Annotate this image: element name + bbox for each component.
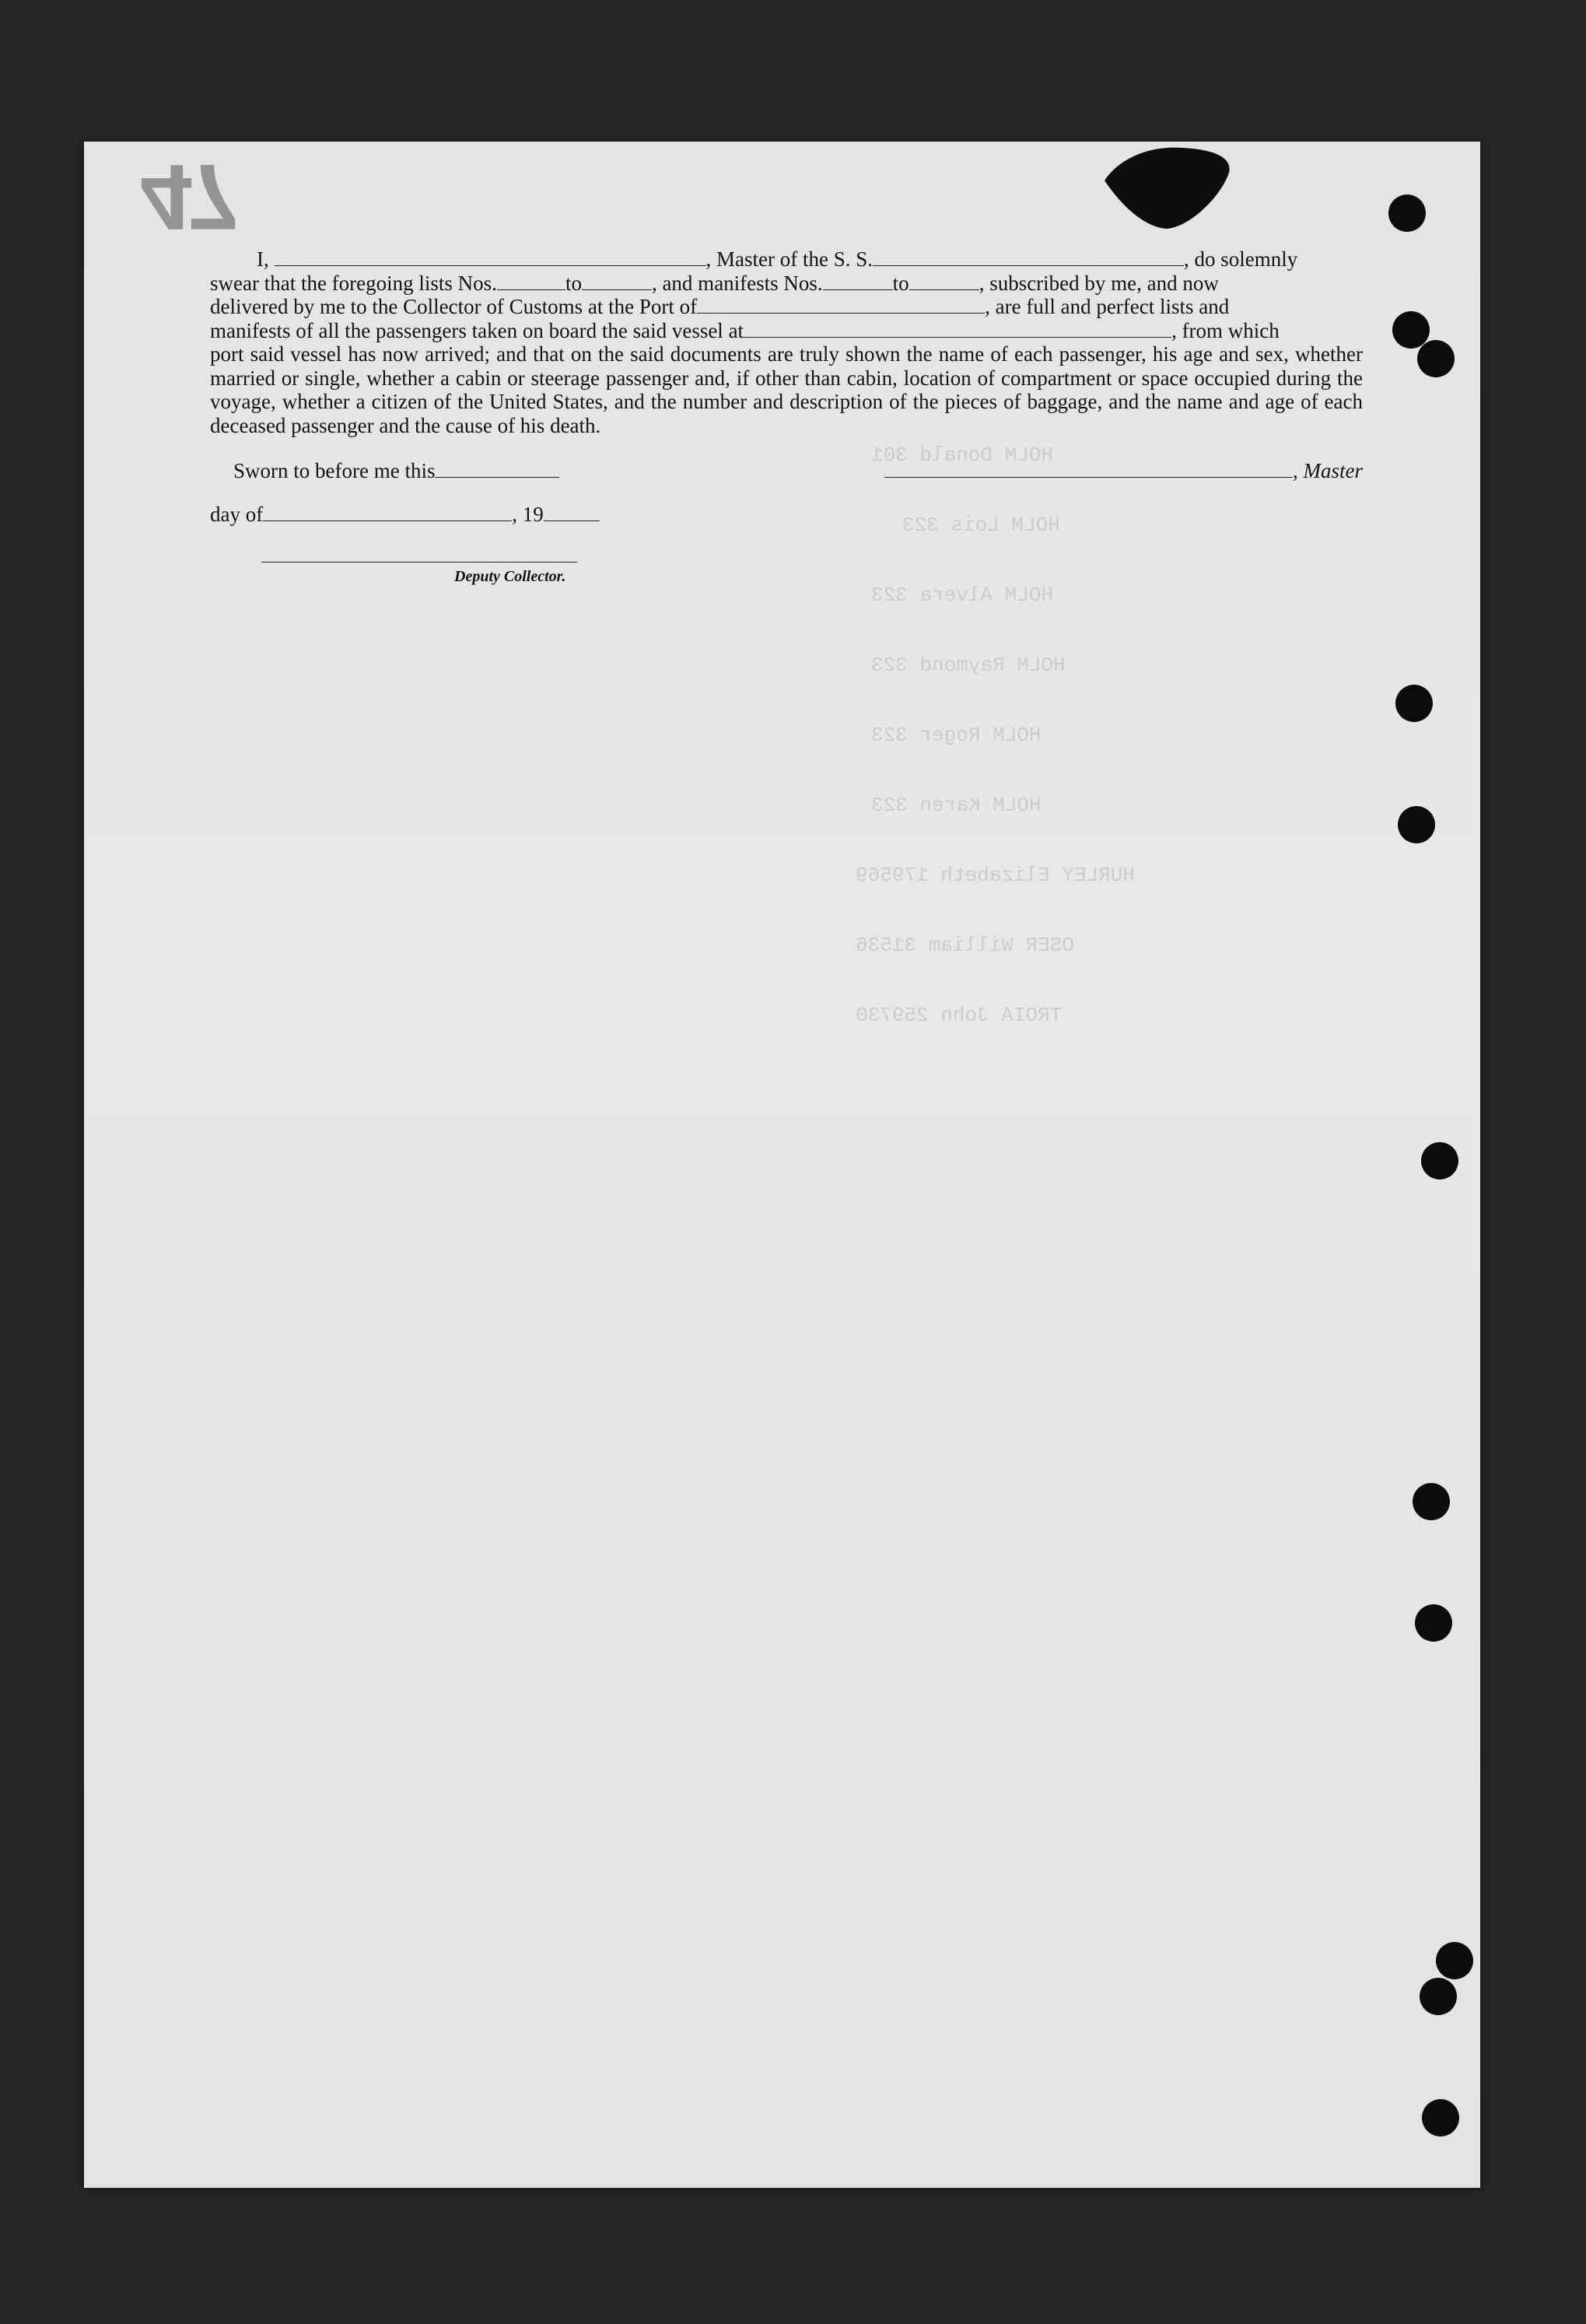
oath-text: , from which (1171, 318, 1280, 342)
year-blank[interactable] (544, 505, 600, 521)
oath-text: , are full and perfect lists and (985, 295, 1230, 318)
sworn-day-blank[interactable] (435, 461, 559, 478)
deputy-collector-label: Deputy Collector. (454, 568, 566, 585)
bleed-through-text: HOLM Donald 301 (871, 443, 1054, 467)
list-from-blank[interactable] (497, 274, 565, 290)
sworn-text: Sworn to before me this (233, 459, 436, 482)
bleed-through-text: HURLEY Elizabeth 179569 (856, 864, 1135, 887)
list-to-blank[interactable] (582, 274, 652, 290)
deputy-signature-blank[interactable] (261, 562, 577, 563)
oath-text: manifests of all the passengers taken on board the said vessel at (210, 318, 744, 342)
punch-hole (1436, 1942, 1473, 1979)
punch-hole (1398, 806, 1435, 843)
punch-hole (1395, 685, 1433, 722)
day-line (210, 503, 600, 527)
bleed-through-text: HOLM Alvera 323 (871, 584, 1054, 607)
day-of-text: day of (210, 503, 264, 526)
oath-text: I, (257, 247, 269, 271)
signature-block (210, 459, 1363, 591)
oath-text: delivered by me to the Collector of Customs at the Port of (210, 295, 698, 318)
month-blank[interactable] (263, 505, 512, 521)
ship-name-blank[interactable] (873, 250, 1184, 266)
punch-hole (1422, 2099, 1459, 2136)
document-page (84, 142, 1480, 2188)
master-name-blank[interactable] (275, 250, 706, 266)
master-signature-line (884, 459, 1363, 483)
oath-paragraph (210, 247, 1363, 437)
port-blank[interactable] (697, 297, 985, 314)
ink-blot (1097, 142, 1237, 235)
oath-text: , do solemnly (1183, 247, 1298, 271)
bleed-through-text: OSER William 31536 (856, 934, 1074, 957)
punch-hole (1420, 1978, 1457, 2015)
bleed-through-text: HOLM Lois 323 (902, 514, 1060, 537)
bleed-through-text: HOLM Roger 323 (871, 724, 1042, 747)
manifest-from-blank[interactable] (823, 274, 893, 290)
bleed-through-text: HOLM Karen 323 (871, 794, 1042, 817)
punch-hole (1415, 1604, 1452, 1642)
punch-hole (1413, 1483, 1450, 1520)
oath-text: swear that the foregoing lists Nos. (210, 271, 497, 295)
departure-port-blank[interactable] (744, 321, 1171, 338)
master-label: , Master (1293, 459, 1363, 482)
master-signature-blank[interactable] (884, 461, 1293, 478)
year-text: , 19 (512, 503, 544, 526)
stamp-number: 47 (140, 145, 235, 249)
oath-text: , subscribed by me, and now (979, 271, 1219, 295)
bleed-through-text: HOLM Raymond 323 (871, 654, 1066, 677)
oath-text: to (892, 271, 909, 295)
oath-text: , and manifests Nos. (651, 271, 823, 295)
sworn-line (233, 459, 559, 483)
punch-hole (1421, 1142, 1458, 1180)
oath-text: , Master of the S. S. (705, 247, 873, 271)
manifest-to-blank[interactable] (909, 274, 979, 290)
punch-hole (1417, 340, 1455, 377)
punch-hole (1388, 195, 1426, 232)
bleed-through-text: TROIA John 259730 (856, 1004, 1063, 1027)
oath-text: port said vessel has now arrived; and that on the said documents are truly shown the name of each passenger, his age and sex, whether married or single, whether a cabin or steerage passenger and, if other than cabin, location of compartment or space occupied during the voyage, whether a citizen of the United States, and the number and description of the pieces of baggage, and the name and age of each deceased passenger and the cause of his death. (210, 342, 1363, 437)
oath-text: to (565, 271, 582, 295)
